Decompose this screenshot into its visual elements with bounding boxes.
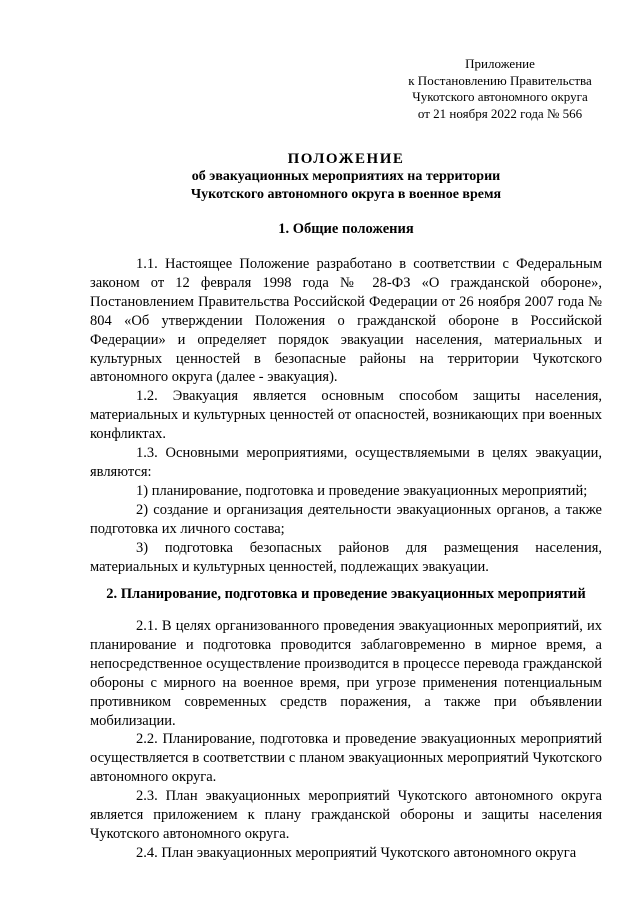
document-title bbox=[90, 150, 602, 204]
appendix-label: Приложение bbox=[465, 56, 535, 71]
paragraph-1-3-item-1: 1) планирование, подготовка и проведение эвакуационных мероприятий; bbox=[136, 482, 588, 499]
paragraph-1-3-item-2: 2) создание и организация деятельности эвакуационных органов, а также подготовка их личного состава; bbox=[90, 501, 602, 537]
paragraph-1-3: 1.3. Основными мероприятиями, осуществляемыми в целях эвакуации, являются: bbox=[90, 445, 602, 480]
section-1-heading: 1. Общие положения bbox=[278, 221, 414, 237]
section-2-heading: 2. Планирование, подготовка и проведение эвакуационных мероприятий bbox=[106, 586, 586, 602]
paragraph-2-4: 2.4. План эвакуационных мероприятий Чукотского автономного округа bbox=[136, 844, 577, 861]
paragraph-2-3: 2.3. План эвакуационных мероприятий Чукотского автономного округа является приложением к плану гражданской обороны и защиты населения Чукотского автономного округа. bbox=[90, 788, 602, 842]
appendix-date-number: от 21 ноября 2022 года № 566 bbox=[417, 105, 583, 121]
appendix-block bbox=[380, 56, 620, 122]
appendix-reference: к Постановлению Правительства bbox=[408, 72, 592, 88]
title-subtitle-line1: об эвакуационных мероприятиях на территории bbox=[191, 169, 501, 184]
paragraph-1-1: 1.1. Настоящее Положение разработано в соответствии с Федеральным законом от 12 февраля 1998 года № 28-ФЗ «О гражданской обороне», Постановлением Правительства Российской Федерации от 26 ноября 2007 года № 804 «Об утверждении Положения о гражданской обороне в Российской Федерации» и определяет порядок эвакуации населения, материальных и культурных ценностей в безопасные районы на территории Чукотского автономного округа (далее - эвакуация). bbox=[90, 256, 602, 386]
paragraph-1-3-item-3: 3) подготовка безопасных районов для размещения населения, материальных и культурных ценностей, подлежащих эвакуации. bbox=[90, 539, 602, 575]
paragraph-1-2: 1.2. Эвакуация является основным способом защиты населения, материальных и культурных ценностей от опасностей, возникающих при военных конфликтах. bbox=[90, 388, 602, 443]
paragraph-2-2: 2.2. Планирование, подготовка и проведение эвакуационных мероприятий осуществляется в соответствии с планом эвакуационных мероприятий Чукотского автономного округа. bbox=[90, 731, 602, 786]
paragraph-2-1: 2.1. В целях организованного проведения эвакуационных мероприятий, их планирование и подготовка проводится заблаговременно в мирное время, а непосредственное осуществление производится в процессе перевода гражданской обороны с мирного на военное время, при угрозе применения потенциальным противником современных средств поражения, а также при объявлении мобилизации. bbox=[90, 618, 602, 729]
title-subtitle-line2: Чукотского автономного округа в военное время bbox=[190, 187, 502, 202]
section-1-body bbox=[90, 255, 602, 576]
title-main: ПОЛОЖЕНИЕ bbox=[287, 151, 405, 167]
appendix-region: Чукотского автономного округа bbox=[412, 89, 588, 104]
section-2-body bbox=[90, 617, 602, 863]
